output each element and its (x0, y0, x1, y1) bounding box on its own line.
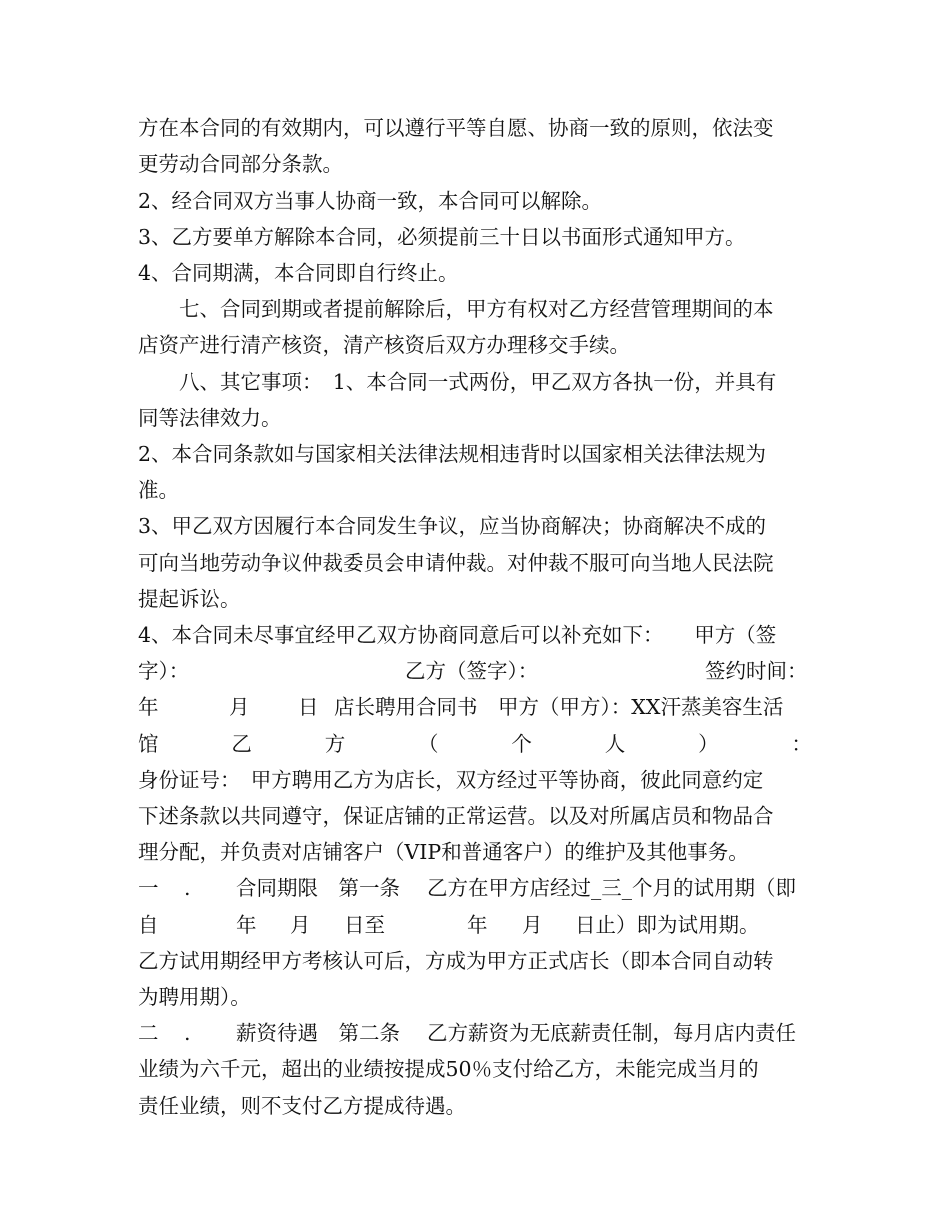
trial-word: 月 (522, 913, 543, 937)
date-day: 日 (298, 695, 319, 719)
party-char: 人 (604, 732, 626, 756)
party-char: 个 (511, 732, 532, 756)
text-line: 2、经合同双方当事人协商一致，本合同可以解除。 (138, 189, 603, 213)
text-line: 3、甲乙双方因履行本合同发生争议，应当协商解决；协商解决不成的 (138, 514, 767, 538)
text-line: 身份证号： 甲方聘用乙方为店长，双方经过平等协商，彼此同意约定 (138, 768, 764, 792)
party-char: 方 (324, 732, 346, 756)
date-row (138, 689, 812, 725)
text-line: 八、其它事项： 1、本合同一式两份，甲乙双方各执一份，并具有 (138, 370, 777, 394)
sign-date-label: 签约时间： (705, 659, 808, 683)
text-line: 七、合同到期或者提前解除后，甲方有权对乙方经营管理期间的本 (138, 297, 774, 321)
text-line: 可向当地劳动争议仲裁委员会申请仲裁。对仲裁不服可向当地人民法院 (138, 551, 774, 575)
text-line: 理分配，并负责对店铺客户（VIP和普通客户）的维护及其他事务。 (138, 840, 749, 864)
article-text: 合同期限 第一条 乙方在甲方店经过_三_个月的试用期（即 (236, 876, 797, 900)
trial-word: 月 (290, 913, 311, 937)
text-line: 下述条款以共同遵守，保证店铺的正常运营。以及对所属店员和物品合 (138, 804, 774, 828)
article-number: 一 (138, 876, 159, 900)
date-year: 年 (138, 695, 159, 719)
trial-word: 年 (236, 913, 257, 937)
article-text: 薪资待遇 第二条 乙方薪资为无底薪责任制，每月店内责任 (236, 1021, 797, 1045)
trial-word: 日至 (344, 913, 385, 937)
article-dot: . (184, 876, 191, 900)
text-line: 4、本合同未尽事宜经甲乙双方协商同意后可以补充如下： 甲方（签 (138, 623, 777, 647)
text-line: 方在本合同的有效期内，可以遵行平等自愿、协商一致的原则，依法变 (138, 116, 774, 140)
text-line: 同等法律效力。 (138, 406, 282, 430)
article-number: 二 (138, 1021, 159, 1045)
date-month: 月 (229, 695, 250, 719)
contract-title: 店长聘用合同书 甲方（甲方）：XX汗蒸美容生活 (334, 695, 784, 719)
text-line: 业绩为六千元，超出的业绩按提成50％支付给乙方，未能完成当月的 (138, 1057, 759, 1081)
text-line: 为聘用期）。 (138, 985, 251, 1009)
text-line: 乙方试用期经甲方考核认可后，方成为甲方正式店长（即本合同自动转 (138, 949, 774, 973)
text-line: 责任业绩，则不支付乙方提成待遇。 (138, 1094, 466, 1118)
article-dot: . (184, 1021, 191, 1045)
signature-row (138, 653, 812, 689)
text-line: 3、乙方要单方解除本合同，必须提前三十日以书面形式通知甲方。 (138, 225, 746, 249)
article-one-row (138, 870, 812, 906)
party-char: ） (698, 732, 719, 756)
article-two-row (138, 1015, 812, 1051)
text-line: 店资产进行清产核资，清产核资后双方办理移交手续。 (138, 333, 630, 357)
text-line: 准。 (138, 478, 179, 502)
party-char: ： (791, 732, 812, 756)
party-char: 乙 (231, 732, 252, 756)
trial-word: 日止）即为试用期。 (575, 913, 760, 937)
text-line: 4、合同期满，本合同即自行终止。 (138, 261, 459, 285)
trial-word: 自 (138, 913, 159, 937)
sign-party-a-tail: 字）： (138, 659, 190, 683)
trial-period-row (138, 907, 812, 943)
text-line: 提起诉讼。 (138, 587, 241, 611)
sign-party-b: 乙方（签字）： (405, 659, 539, 683)
text-line: 更劳动合同部分条款。 (138, 152, 343, 176)
party-char: 馆 (138, 732, 159, 756)
trial-word: 年 (467, 913, 488, 937)
party-char: （ (418, 732, 439, 756)
text-line: 2、本合同条款如与国家相关法律法规相违背时以国家相关法律法规为 (138, 442, 767, 466)
party-b-row (138, 726, 812, 762)
